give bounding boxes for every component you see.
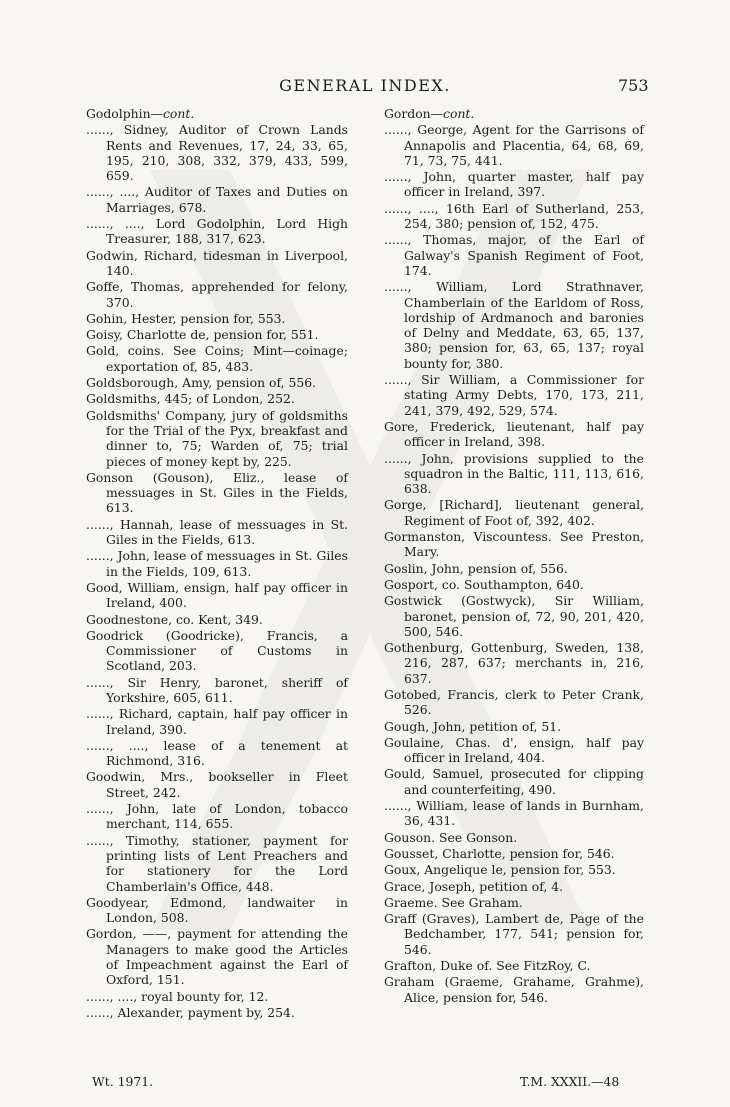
index-entry: ......, ...., Lord Godolphin, Lord High Treasurer, 188, 317, 623. bbox=[86, 216, 348, 247]
index-entry: Goldsmiths, 445; of London, 252. bbox=[86, 391, 295, 407]
index-entry: ......, Hannah, lease of messuages in St. Giles in the Fields, 613. bbox=[86, 516, 348, 548]
index-entry: Gordon, ——, payment for attending the Managers to make good the Articles of Impeachment against the Earl of Oxford, 151. bbox=[86, 926, 348, 988]
index-entry: Gore, Frederick, lieutenant, half pay officer in Ireland, 398. bbox=[384, 418, 644, 450]
index-entry: Goodrick (Goodricke), Francis, a Commissioner of Customs in Scotland, 203. bbox=[86, 627, 348, 674]
index-entry: ......, Sir William, a Commissioner for stating Army Debts, 170, 173, 211, 241, 379, 492, 529, 574. bbox=[384, 372, 644, 418]
index-entry: ......, ...., lease of a tenement at Richmond, 316. bbox=[86, 737, 348, 769]
index-entry: Goldsborough, Amy, pension of, 556. bbox=[86, 375, 317, 391]
index-entry: ......, ...., royal bounty for, 12. bbox=[86, 988, 269, 1004]
index-entry: Gotobed, Francis, clerk to Peter Crank, 526. bbox=[384, 686, 644, 718]
index-entry: Graff (Graves), Lambert de, Page of the Bedchamber, 177, 541; pension for, 546. bbox=[384, 911, 644, 957]
index-entry: Goulaine, Chas. d', ensign, half pay officer in Ireland, 404. bbox=[384, 734, 644, 766]
index-entry: Graham (Graeme, Grahame, Grahme), Alice, pension for, 546. bbox=[384, 974, 644, 1005]
index-entry: ......, William, Lord Strathnaver, Chamberlain of the Earldom of Ross, lordship of Ardmanoch and baronies of Delny and Meddate, 63, 65, 137, 380; pension for, 63, 65, 137; royal bounty for, 380. bbox=[384, 279, 644, 371]
index-entry: Goslin, John, pension of, 556. bbox=[384, 560, 568, 576]
index-entry: Goldsmiths' Company, jury of goldsmiths for the Trial of the Pyx, breakfast and dinner to, 75; Warden of, 75; trial pieces of money kept by, 225. bbox=[86, 407, 348, 469]
index-entry: Gough, John, petition of, 51. bbox=[384, 718, 562, 734]
index-entry: Grace, Joseph, petition of, 4. bbox=[384, 878, 564, 894]
index-entry: ......, John, lease of messuages in St. Giles in the Fields, 109, 613. bbox=[86, 548, 348, 579]
index-entry: Good, William, ensign, half pay officer in Ireland, 400. bbox=[86, 579, 348, 611]
index-entry: Gold, coins. See Coins; Mint—coinage; exportation of, 85, 483. bbox=[86, 343, 348, 374]
index-entry: ......, John, quarter master, half pay officer in Ireland, 397. bbox=[384, 169, 644, 200]
page-header-title: GENERAL INDEX. bbox=[279, 76, 451, 95]
index-entry: Godwin, Richard, tidesman in Liverpool, 140. bbox=[86, 247, 348, 278]
index-entry: ......, Thomas, major, of the Earl of Galway's Spanish Regiment of Foot, 174. bbox=[384, 232, 644, 278]
index-entry: Gosport, co. Southampton, 640. bbox=[384, 576, 584, 592]
index-entry: ......, John, late of London, tobacco merchant, 114, 655. bbox=[86, 801, 348, 832]
index-entry: ......, ...., Auditor of Taxes and Duties on Marriages, 678. bbox=[86, 184, 348, 215]
left-entry-list bbox=[86, 122, 348, 1020]
index-entry: Gould, Samuel, prosecuted for clipping and counterfeiting, 490. bbox=[384, 766, 644, 797]
right-column bbox=[384, 106, 644, 1006]
index-entry: ......, John, provisions supplied to the squadron in the Baltic, 111, 113, 616, 638. bbox=[384, 450, 644, 497]
index-entry: Gothenburg, Gottenburg, Sweden, 138, 216, 287, 637; merchants in, 216, 637. bbox=[384, 640, 644, 686]
footer-signature-mark: T.M. XXXII.—48 bbox=[520, 1074, 620, 1089]
index-entry: Goodwin, Mrs., bookseller in Fleet Street, 242. bbox=[86, 769, 348, 800]
index-entry: Gohin, Hester, pension for, 553. bbox=[86, 310, 286, 326]
right-section-heading: Gordon—cont. bbox=[384, 106, 475, 121]
index-entry: Gousset, Charlotte, pension for, 546. bbox=[384, 845, 615, 861]
index-entry: ......, ...., 16th Earl of Sutherland, 253, 254, 380; pension of, 152, 475. bbox=[384, 200, 644, 232]
left-section-heading: Godolphin—cont. bbox=[86, 106, 195, 121]
index-entry: ......, Sir Henry, baronet, sheriff of Yorkshire, 605, 611. bbox=[86, 674, 348, 705]
index-entry: Gouson. See Gonson. bbox=[384, 829, 518, 845]
index-entry: ......, Timothy, stationer, payment for printing lists of Lent Preachers and for stationery for the Lord Chamberlain's Office, 448. bbox=[86, 832, 348, 894]
index-entry: Goisy, Charlotte de, pension for, 551. bbox=[86, 327, 319, 343]
index-entry: Goux, Angelique le, pension for, 553. bbox=[384, 862, 616, 878]
index-entry: Gostwick (Gostwyck), Sir William, baronet, pension of, 72, 90, 201, 420, 500, 546. bbox=[384, 593, 644, 639]
index-entry: Goodnestone, co. Kent, 349. bbox=[86, 611, 263, 627]
index-entry: Gonson (Gouson), Eliz., lease of messuages in St. Giles in the Fields, 613. bbox=[86, 469, 348, 516]
page-number: 753 bbox=[618, 76, 649, 95]
footer-print-mark: Wt. 1971. bbox=[92, 1074, 154, 1089]
index-entry: ......, William, lease of lands in Burnham, 36, 431. bbox=[384, 798, 644, 829]
index-entry: Gormanston, Viscountess. See Preston, Mary. bbox=[384, 529, 644, 560]
index-entry: ......, Richard, captain, half pay officer in Ireland, 390. bbox=[86, 706, 348, 737]
index-entry: Goffe, Thomas, apprehended for felony, 370. bbox=[86, 279, 348, 310]
index-entry: Graeme. See Graham. bbox=[384, 894, 523, 910]
right-entry-list bbox=[384, 122, 644, 1005]
index-entry: ......, Sidney, Auditor of Crown Lands Rents and Revenues, 17, 24, 33, 65, 195, 210, 308, 332, 379, 433, 599, 659. bbox=[86, 122, 348, 184]
index-entry: Gorge, [Richard], lieutenant general, Regiment of Foot of, 392, 402. bbox=[384, 497, 644, 528]
index-entry: Goodyear, Edmond, landwaiter in London, 508. bbox=[86, 894, 348, 926]
index-entry: ......, George, Agent for the Garrisons of Annapolis and Placentia, 64, 68, 69, 71, 73, 75, 441. bbox=[384, 122, 644, 168]
left-column bbox=[86, 106, 348, 1021]
index-entry: ......, Alexander, payment by, 254. bbox=[86, 1004, 295, 1020]
index-entry: Grafton, Duke of. See FitzRoy, C. bbox=[384, 958, 591, 974]
